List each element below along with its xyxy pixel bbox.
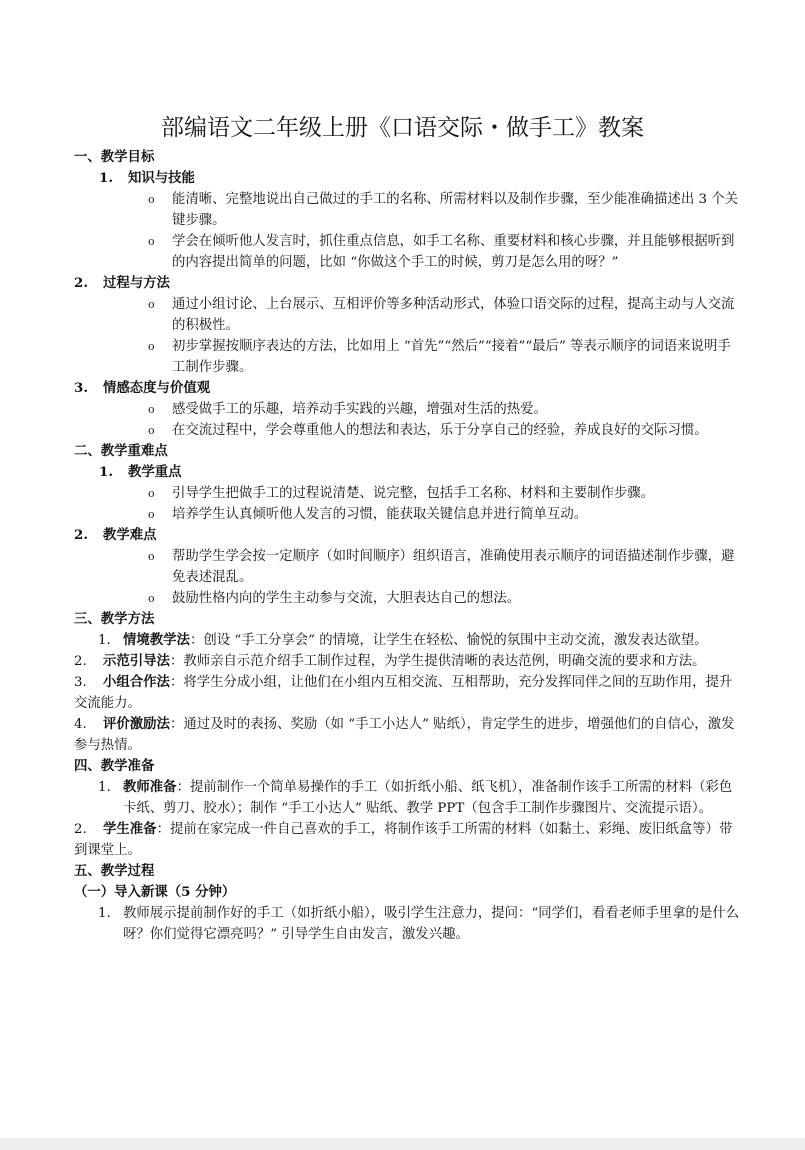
bullet-item: o 引导学生把做手工的过程说清楚、说完整，包括手工名称、材料和主要制作步骤。 bbox=[148, 483, 740, 504]
subsection-label: 过程与方法 bbox=[103, 275, 170, 291]
section-heading: 一、教学目标 bbox=[74, 149, 155, 165]
bullet-list bbox=[74, 399, 740, 441]
page-bottom-edge bbox=[0, 1138, 805, 1150]
list-item bbox=[74, 819, 740, 861]
document-body bbox=[74, 147, 740, 945]
list-item bbox=[74, 672, 740, 714]
subsection-heading bbox=[74, 273, 740, 294]
subsection-number: 2. bbox=[74, 527, 88, 543]
bullet-item: o 在交流过程中，学会尊重他人的想法和表达，乐于分享自己的经验，养成良好的交际习惯。 bbox=[148, 420, 740, 441]
item-number: 3. bbox=[74, 675, 87, 690]
bullet-item: o 培养学生认真倾听他人发言的习惯，能获取关键信息并进行简单互动。 bbox=[148, 504, 740, 525]
list-item bbox=[74, 630, 740, 651]
item-text: ：通过及时的表扬、奖励（如 “手工小达人” 贴纸），肯定学生的进步，增强他们的自信心，激发参与热情。 bbox=[74, 717, 735, 753]
bullet-list bbox=[74, 546, 740, 609]
item-text: 教师展示提前制作好的手工（如折纸小船），吸引学生注意力，提问：“同学们，看看老师手里拿的是什么呀？你们觉得它漂亮吗？” 引导学生自由发言，激发兴趣。 bbox=[123, 906, 740, 942]
subsection-number: 1. bbox=[99, 170, 113, 186]
subsection-heading bbox=[74, 378, 740, 399]
bullet-item: o 感受做手工的乐趣，培养动手实践的兴趣，增强对生活的热爱。 bbox=[148, 399, 740, 420]
item-number: 4. bbox=[74, 717, 87, 732]
item-label: 情境教学法 bbox=[123, 632, 190, 648]
bullet-list bbox=[74, 189, 740, 273]
subsection-heading bbox=[74, 525, 740, 546]
item-number: 2. bbox=[74, 822, 87, 837]
subsection-label: 教学重点 bbox=[128, 464, 182, 480]
section-heading: 二、教学重难点 bbox=[74, 443, 168, 459]
section-heading: 三、教学方法 bbox=[74, 611, 155, 627]
subsection-label: 情感态度与价值观 bbox=[103, 380, 211, 396]
bullet-item: o 帮助学生学会按一定顺序（如时间顺序）组织语言，准确使用表示顺序的词语描述制作步骤，避免表述混乱。 bbox=[148, 546, 740, 588]
item-label: 评价激励法 bbox=[103, 716, 170, 732]
item-text: ：提前制作一个简单易操作的手工（如折纸小船、纸飞机），准备制作该手工所需的材料（彩色卡纸、剪刀、胶水）；制作 “手工小达人” 贴纸、教学 PPT（包含手工制作步骤图片、交流提示语）。 bbox=[123, 780, 733, 816]
document-title: 部编语文二年级上册《口语交际・做手工》教案 bbox=[161, 115, 644, 141]
item-label: 小组合作法 bbox=[103, 674, 170, 690]
list-item bbox=[74, 714, 740, 756]
item-label: 学生准备 bbox=[103, 821, 157, 837]
list-item bbox=[74, 777, 740, 819]
bullet-item: o 学会在倾听他人发言时，抓住重点信息，如手工名称、重要材料和核心步骤，并且能够根据听到的内容提出简单的问题，比如 “你做这个手工的时候，剪刀是怎么用的呀？” bbox=[148, 231, 740, 273]
subsection-number: 3. bbox=[74, 380, 88, 396]
subsection-label: 知识与技能 bbox=[128, 170, 195, 186]
bullet-list bbox=[74, 483, 740, 525]
item-text: ：创设 “手工分享会” 的情境，让学生在轻松、愉悦的氛围中主动交流，激发表达欲望。 bbox=[189, 633, 708, 648]
item-number: 2. bbox=[74, 654, 87, 669]
item-number: 1. bbox=[98, 780, 111, 795]
subsection-heading bbox=[74, 168, 740, 189]
bullet-item: o 初步掌握按顺序表达的方法，比如用上 “首先”“然后”“接着”“最后” 等表示顺序的词语来说明手工制作步骤。 bbox=[148, 336, 740, 378]
item-number: 1. bbox=[98, 633, 111, 648]
item-number: 1. bbox=[98, 906, 111, 921]
item-label: 教师准备 bbox=[123, 779, 177, 795]
part-heading: （一）导入新课（5 分钟） bbox=[74, 884, 236, 900]
bullet-item: o 鼓励性格内向的学生主动参与交流，大胆表达自己的想法。 bbox=[148, 588, 740, 609]
subsection-number: 1. bbox=[99, 464, 113, 480]
item-text: ：教师亲自示范介绍手工制作过程，为学生提供清晰的表达范例，明确交流的要求和方法。 bbox=[169, 654, 706, 669]
item-label: 示范引导法 bbox=[103, 653, 170, 669]
bullet-list bbox=[74, 294, 740, 378]
section-heading: 五、教学过程 bbox=[74, 863, 155, 879]
subsection-label: 教学难点 bbox=[103, 527, 157, 543]
list-item bbox=[74, 651, 740, 672]
subsection-heading bbox=[74, 462, 740, 483]
list-item bbox=[74, 903, 740, 945]
bullet-item: o 能清晰、完整地说出自己做过的手工的名称、所需材料以及制作步骤，至少能准确描述出 3 个关键步骤。 bbox=[148, 189, 740, 231]
section-heading: 四、教学准备 bbox=[74, 758, 155, 774]
subsection-number: 2. bbox=[74, 275, 88, 291]
bullet-item: o 通过小组讨论、上台展示、互相评价等多种活动形式，体验口语交际的过程，提高主动与人交流的积极性。 bbox=[148, 294, 740, 336]
item-text: ：将学生分成小组，让他们在小组内互相交流、互相帮助，充分发挥同伴之间的互助作用，提升交流能力。 bbox=[74, 675, 733, 711]
item-text: ：提前在家完成一件自己喜欢的手工，将制作该手工所需的材料（如黏土、彩绳、废旧纸盒等）带到课堂上。 bbox=[74, 822, 733, 858]
